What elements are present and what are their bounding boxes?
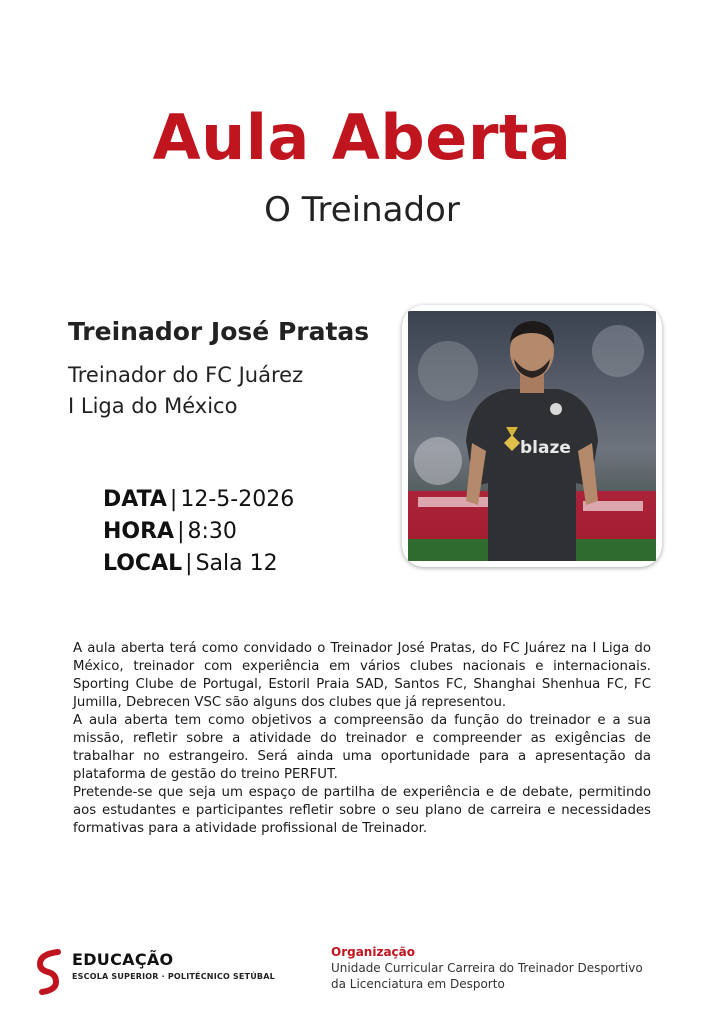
event-details [103,484,294,580]
jersey-sponsor-text: blaze [520,438,571,458]
page-title: Aula Aberta [152,101,572,174]
school-logo-title: EDUCAÇÃO [72,950,174,969]
speaker-photo-illustration [408,311,656,561]
description-paragraph-2: A aula aberta tem como objetivos a compreensão da função do treinador e a sua missão, refletir sobre a atividade do treinador e compreender as exigências de trabalhar no estrangeiro. Será ainda uma oportunidade para a apresentação da plataforma de gestão do treino PERFUT. [73,713,651,782]
date-separator: | [169,487,178,512]
organization-block [331,944,691,992]
speaker-role-league: I Liga do México [68,394,238,418]
time-row [103,516,294,548]
speaker-role-club: Treinador do FC Juárez [68,363,304,387]
time-separator: | [177,519,185,544]
location-separator: | [185,551,193,576]
location-value: Sala 12 [195,551,278,576]
organization-line-1: Unidade Curricular Carreira do Treinador Desportivo [331,961,643,975]
school-logo-icon [34,948,66,996]
speaker-photo [402,305,662,567]
organization-line-2: da Licenciatura em Desporto [331,977,505,991]
school-logo-subtitle: ESCOLA SUPERIOR · POLITÉCNICO SETÚBAL [72,972,275,981]
date-row [103,484,294,516]
date-label: DATA [103,487,167,512]
speaker-role [68,360,303,422]
description [73,640,651,838]
description-paragraph-3: Pretende-se que seja um espaço de partilha de experiência e de debate, permitindo aos estudantes e participantes refletir sobre o seu plano de carreira e necessidades formativas para a atividade profissional de Treinador. [73,785,651,836]
location-row [103,548,294,580]
time-value: 8:30 [187,519,237,544]
time-label: HORA [103,519,175,544]
description-paragraph-1: A aula aberta terá como convidado o Treinador José Pratas, do FC Juárez na I Liga do México, treinador com experiência em vários clubes nacionais e internacionais. Sporting Clube de Portugal, Estoril Praia SAD, Santos FC, Shanghai Shenhua FC, FC Jumilla, Debrecen VSC são alguns dos clubes que já representou. [73,641,651,710]
date-value: 12-5-2026 [180,487,295,512]
location-label: LOCAL [103,551,183,576]
organization-title: Organização [331,945,415,959]
speaker-name: Treinador José Pratas [68,317,370,346]
page-subtitle: O Treinador [264,190,460,230]
school-logo [34,948,284,998]
